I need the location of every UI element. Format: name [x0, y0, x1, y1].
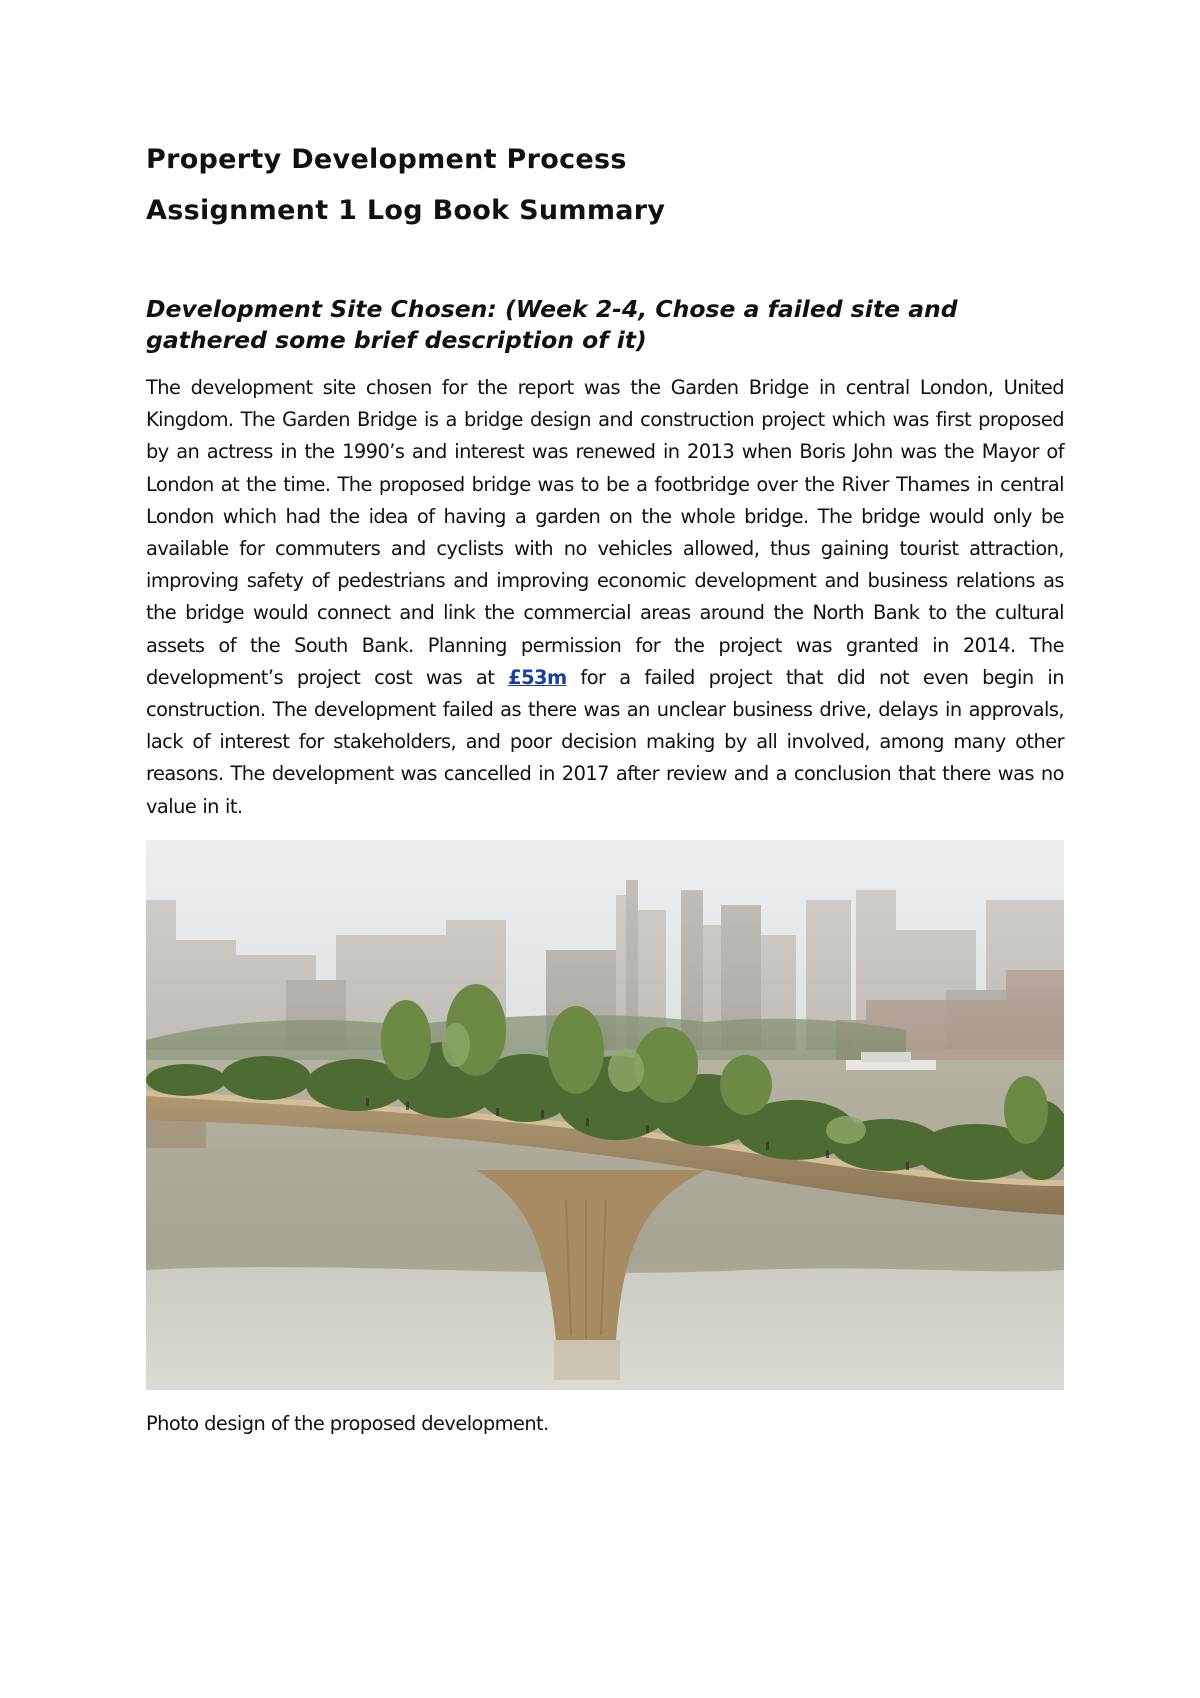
- document-title: Property Development Process: [146, 144, 627, 175]
- body-paragraph: [146, 372, 1064, 823]
- section-heading: Development Site Chosen: (Week 2-4, Chose a failed site and gathered some brief description of it): [146, 295, 958, 354]
- document-subtitle: Assignment 1 Log Book Summary: [146, 195, 666, 226]
- photo-caption: Photo design of the proposed development.: [146, 1412, 549, 1435]
- cost-link[interactable]: £53m: [508, 665, 567, 689]
- garden-bridge-photo: [146, 840, 1064, 1390]
- paragraph-text-part2: for a failed project that did not even begin in construction. The development failed as there was an unclear business drive, delays in approvals, lack of interest for stakeholders, and poor decision making by all involved, among many other reasons. The development was cancelled in 2017 after review and a conclusion that there was no value in it.: [146, 665, 1064, 818]
- paragraph-text-part1: The development site chosen for the report was the Garden Bridge in central London, United Kingdom. The Garden Bridge is a bridge design and construction project which was first proposed by an actress in the 1990’s and interest was renewed in 2013 when Boris John was the Mayor of London at the time. The proposed bridge was to be a footbridge over the River Thames in central London which had the idea of having a garden on the whole bridge. The bridge would only be available for commuters and cyclists with no vehicles allowed, thus gaining tourist attraction, improving safety of pedestrians and improving economic development and business relations as the bridge would connect and link the commercial areas around the North Bank to the cultural assets of the South Bank. Planning permission for the project was granted in 2014. The development’s project cost was at: [146, 376, 1064, 689]
